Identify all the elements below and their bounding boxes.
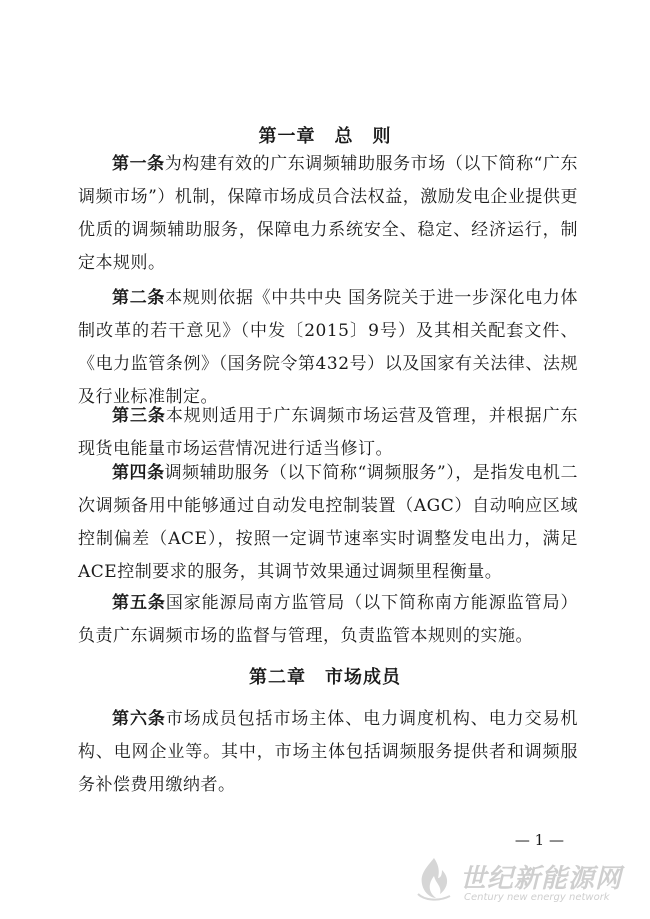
article-3-number: 第三条 [112, 406, 166, 426]
article-6-text: 市场成员包括市场主体、电力调度机构、电力交易机构、电网企业等。其中，市场主体包括调频服务提供者和调频服务补偿费用缴纳者。 [78, 709, 579, 795]
article-2-text: 本规则依据《中共中央 国务院关于进一步深化电力体制改革的若干意见》（中发〔2015〕9号）及其相关配套文件、《电力监管条例》（国务院令第432号）以及国家有关法律、法规及行业标准制定。 [78, 288, 579, 407]
article-5-number: 第五条 [112, 593, 166, 613]
article-4 [78, 457, 578, 589]
watermark-name-cn: 世纪新能源网 [460, 864, 623, 894]
chapter-2-title: 第二章 市场成员 [249, 667, 401, 688]
article-5-text: 国家能源局南方监管局（以下简称南方能源监管局）负责广东调频市场的监督与管理，负责监管本规则的实施。 [78, 593, 579, 646]
watermark [412, 852, 632, 912]
article-4-text: 调频辅助服务（以下简称“调频服务”），是指发电机二次调频备用中能够通过自动发电控制装置（AGC）自动响应区域控制偏差（ACE），按照一定调节速率实时调整发电出力，满足ACE控制要求的服务，其调节效果通过调频里程衡量。 [78, 463, 578, 582]
flame-logo-icon [412, 854, 456, 902]
article-6-number: 第六条 [112, 709, 166, 729]
article-2 [78, 282, 578, 414]
article-6 [78, 703, 578, 802]
article-2-number: 第二条 [112, 288, 166, 308]
article-1-number: 第一条 [112, 154, 165, 174]
article-1 [78, 148, 578, 280]
article-5 [78, 587, 578, 653]
article-3-text: 本规则适用于广东调频市场运营及管理，并根据广东现货电能量市场运营情况进行适当修订。 [78, 406, 579, 459]
article-1-text: 为构建有效的广东调频辅助服务市场（以下简称“广东调频市场”）机制，保障市场成员合法权益，激励发电企业提供更优质的调频辅助服务，保障电力系统安全、稳定、经济运行，制定本规则。 [78, 154, 578, 273]
page-number-text: — 1 — [514, 831, 564, 849]
chapter-1-title: 第一章 总 则 [258, 126, 392, 147]
article-4-number: 第四条 [112, 463, 165, 483]
watermark-name-en: Century new energy network [464, 892, 610, 903]
